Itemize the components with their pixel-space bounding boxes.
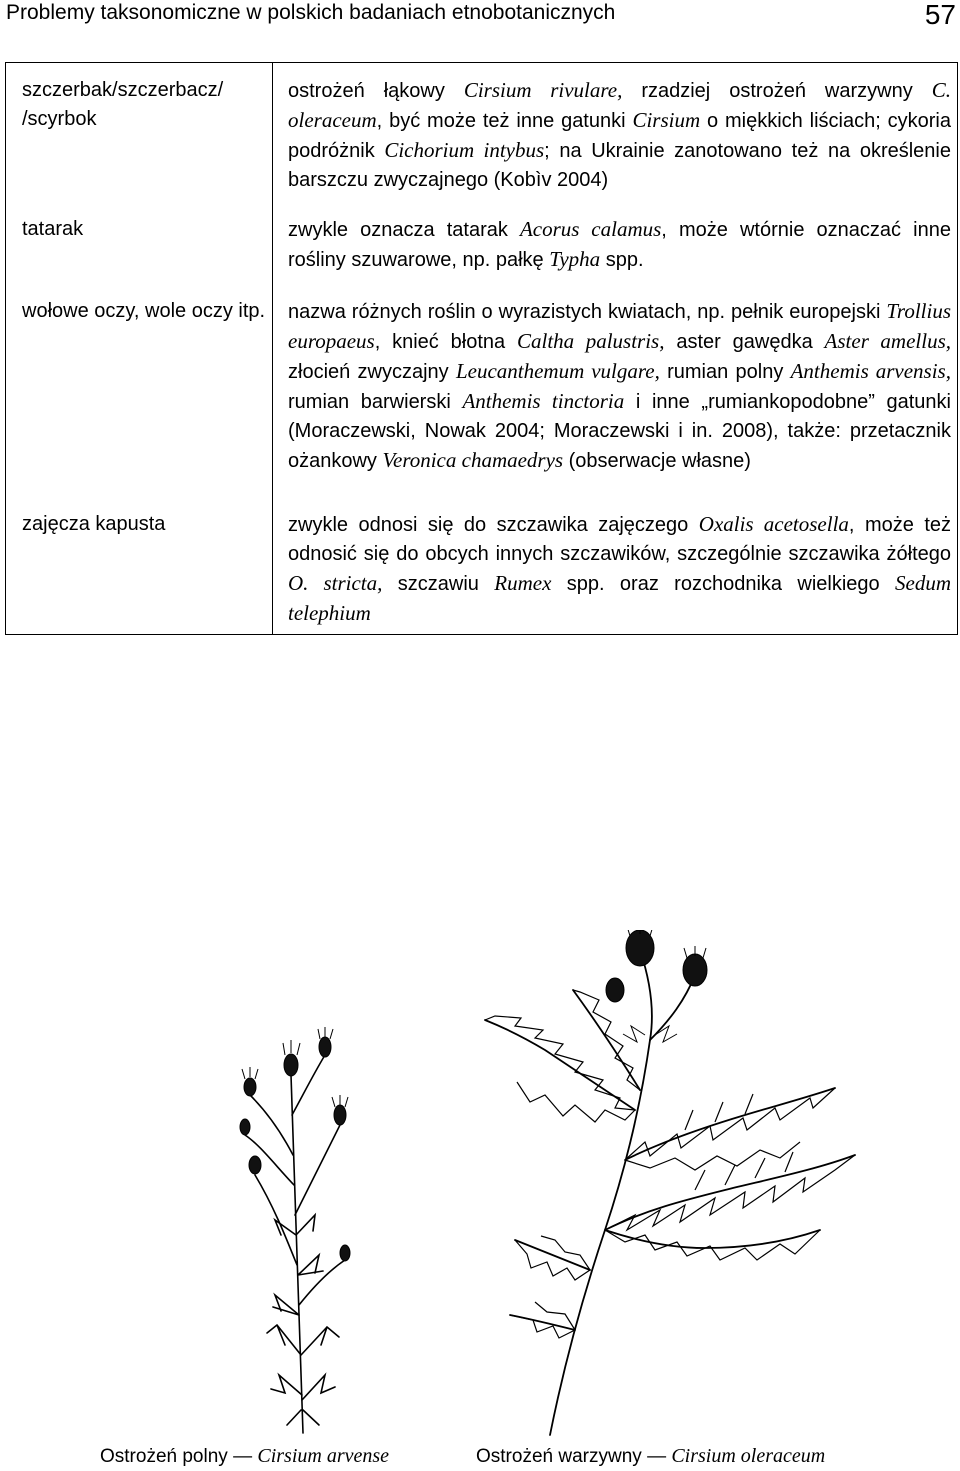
cirsium-oleraceum-illustration bbox=[455, 930, 925, 1440]
text-segment: zwykle oznacza tatarak bbox=[288, 219, 520, 241]
running-title: Problemy taksonomiczne w polskich badaniach etnobotanicznych bbox=[6, 1, 616, 24]
latin-name: Oxalis acetosella bbox=[698, 512, 849, 536]
term-cell: tatarak bbox=[6, 205, 273, 286]
latin-name: Trollius europaeus bbox=[288, 299, 951, 353]
text-segment: rumian barwierski bbox=[288, 391, 463, 413]
term-cell: zajęcza kapusta bbox=[6, 493, 273, 635]
text-segment: o miękkich liściach; cykoria podróżnik bbox=[288, 110, 951, 162]
latin-name: Anthemis tinctoria bbox=[462, 389, 625, 413]
cirsium-arvense-illustration bbox=[215, 1015, 385, 1435]
text-segment: , knieć błotna bbox=[374, 331, 517, 353]
description-cell bbox=[273, 205, 958, 286]
terms-table bbox=[5, 62, 958, 635]
latin-name: Veronica chamaedrys bbox=[382, 448, 564, 472]
text-segment: szczawiu bbox=[382, 573, 495, 595]
latin-name: Rumex bbox=[494, 571, 552, 595]
caption-latin-name: Cirsium oleraceum bbox=[671, 1445, 826, 1467]
description-cell bbox=[273, 286, 958, 493]
table-row bbox=[6, 286, 958, 493]
latin-name: C. oleraceum bbox=[288, 78, 951, 132]
text-segment: spp. bbox=[600, 249, 644, 271]
caption-common-name: Ostrożeń polny bbox=[100, 1446, 228, 1467]
latin-name: Leucanthemum vulgare, bbox=[455, 359, 660, 383]
text-segment: rzadziej ostrożeń warzywny bbox=[622, 80, 932, 102]
latin-name: Caltha palustris, bbox=[517, 329, 665, 353]
text-segment: ostrożeń łąkowy bbox=[288, 80, 464, 102]
term-cell: wołowe oczy, wole oczy itp. bbox=[6, 286, 273, 493]
figure-caption-oleraceum bbox=[476, 1444, 825, 1469]
term-cell: szczerbak/szczerbacz/ /scyrbok bbox=[6, 63, 273, 206]
latin-name: Cichorium intybus bbox=[384, 138, 545, 162]
text-segment: spp. oraz rozchodnika wielkiego bbox=[551, 573, 895, 595]
latin-name: Typha bbox=[549, 247, 601, 271]
latin-name: Sedum telephium bbox=[288, 571, 951, 625]
text-segment: i inne „rumiankopodobne” gatunki (Moraczewski, Nowak 2004; Moraczewski i in. 2008), także: przetacznik ożankowy bbox=[288, 391, 951, 472]
latin-name: Cirsium bbox=[632, 108, 701, 132]
text-segment: nazwa różnych roślin o wyrazistych kwiatach, np. pełnik europejski bbox=[288, 301, 887, 323]
text-segment: , być może też inne gatunki bbox=[376, 110, 633, 132]
latin-name: Anthemis arvensis, bbox=[790, 359, 951, 383]
text-segment: , może też odnosić się do obcych innych szczawików, szczególnie szczawika żółtego bbox=[288, 514, 952, 565]
latin-name: Acorus calamus bbox=[519, 217, 662, 241]
latin-name: Aster amellus, bbox=[824, 329, 951, 353]
table-row bbox=[6, 63, 958, 206]
caption-common-name: Ostrożeń warzywny bbox=[476, 1446, 642, 1467]
text-segment: ; na Ukrainie zanotowano też na określenie barszczu zwyczajnego (Kobìv 2004) bbox=[288, 140, 951, 191]
description-cell bbox=[273, 63, 958, 206]
running-header bbox=[0, 0, 960, 40]
page-number: 57 bbox=[924, 0, 956, 30]
text-segment: aster gawędka bbox=[664, 331, 825, 353]
text-segment: złocień zwyczajny bbox=[288, 361, 456, 383]
latin-name: O. stricta, bbox=[288, 571, 383, 595]
text-segment: rumian polny bbox=[659, 361, 791, 383]
caption-dash: — bbox=[233, 1446, 253, 1467]
caption-dash: — bbox=[647, 1446, 667, 1467]
text-segment: , może wtórnie oznaczać inne rośliny szuwarowe, np. pałkę bbox=[288, 219, 951, 271]
table-row bbox=[6, 205, 958, 286]
description-cell bbox=[273, 493, 958, 635]
caption-latin-name: Cirsium arvense bbox=[257, 1445, 390, 1467]
latin-name: Cirsium rivulare, bbox=[463, 78, 623, 102]
figure-caption-arvense bbox=[100, 1444, 389, 1469]
table-row bbox=[6, 493, 958, 635]
text-segment: zwykle odnosi się do szczawika zajęczego bbox=[288, 514, 699, 536]
text-segment: (obserwacje własne) bbox=[563, 450, 751, 472]
